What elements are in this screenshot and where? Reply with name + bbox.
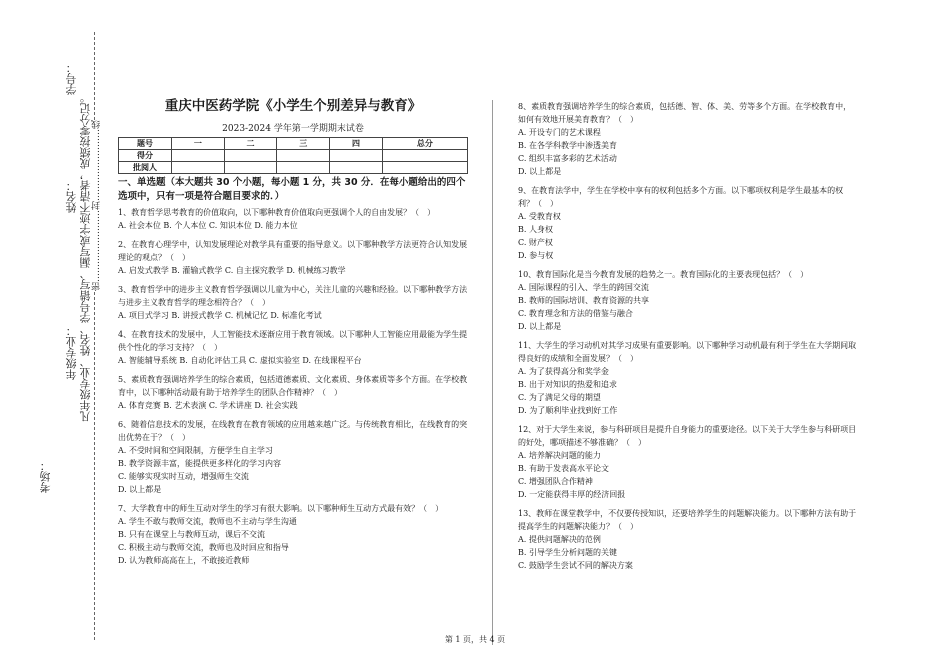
score-table-row bbox=[119, 162, 468, 174]
column-divider bbox=[492, 100, 493, 645]
score-table-header-row bbox=[119, 138, 468, 150]
question-text: 12、对于大学生来说，参与科研项目是提升自身能力的重要途径。以下关于大学生参与科研项目的好处，哪项描述不够准确？（ ） bbox=[518, 425, 857, 447]
left-column bbox=[118, 94, 468, 567]
name-label: 姓名： bbox=[65, 180, 78, 213]
question-8 bbox=[518, 100, 858, 178]
question-options: A. 体育竞赛 B. 艺术表演 C. 学术讲座 D. 社会实践 bbox=[118, 401, 298, 410]
score-cell bbox=[382, 162, 467, 174]
question-4 bbox=[118, 328, 468, 367]
binding-notice: 凡年级专业、姓名、学号错写、漏写或字迹不清者，成绩按零分记。 bbox=[79, 92, 92, 422]
question-text: 3、教育哲学中的进步主义教育哲学强调以儿童为中心，关注儿童的兴趣和经验。以下哪种教学方法与进步主义教育哲学的理念相符合？（ ） bbox=[118, 285, 468, 307]
score-cell bbox=[382, 150, 467, 162]
major-label: 年级专业： bbox=[65, 325, 78, 380]
score-header-cell: 一 bbox=[172, 138, 225, 150]
seal-line-text: 密……………………封……………………线 bbox=[92, 120, 102, 291]
option-c: C. 增强团队合作精神 bbox=[518, 477, 593, 486]
option-a: A. 受教育权 bbox=[518, 212, 561, 221]
question-2 bbox=[118, 238, 468, 277]
question-12 bbox=[518, 423, 858, 501]
question-1 bbox=[118, 206, 468, 232]
option-a: A. 不受时间和空间限制，方便学生自主学习 bbox=[118, 446, 273, 455]
option-b: B. 教师的国际培训、教育资源的共享 bbox=[518, 296, 649, 305]
option-d: D. 以上都是 bbox=[518, 322, 562, 331]
question-10 bbox=[518, 268, 858, 333]
student-id-label: 学号： bbox=[65, 62, 78, 95]
question-options: A. 智能辅导系统 B. 自动化评估工具 C. 虚拟实验室 D. 在线课程平台 bbox=[118, 356, 362, 365]
option-a: A. 培养解决问题的能力 bbox=[518, 451, 601, 460]
score-header-cell: 二 bbox=[224, 138, 277, 150]
question-options: A. 项目式学习 B. 讲授式教学 C. 机械记忆 D. 标准化考试 bbox=[118, 311, 322, 320]
question-3 bbox=[118, 283, 468, 322]
exam-subtitle: 2023-2024 学年第一学期期末试卷 bbox=[222, 124, 364, 134]
question-11 bbox=[518, 339, 858, 417]
score-table bbox=[118, 137, 468, 174]
question-6 bbox=[118, 418, 468, 496]
score-header-cell: 总分 bbox=[382, 138, 467, 150]
question-text: 4、在教育技术的发展中，人工智能技术逐渐应用于教育领域。以下哪种人工智能应用最能为学生提供个性化的学习支持？（ ） bbox=[118, 330, 468, 352]
option-b: B. 教学资源丰富，能提供更多样化的学习内容 bbox=[118, 459, 281, 468]
question-text: 1、教育哲学思考教育的价值取向，以下哪种教育价值取向更强调个人的自由发展？（ ） bbox=[118, 208, 436, 217]
question-text: 6、随着信息技术的发展，在线教育在教育领域的应用越来越广泛。与传统教育相比，在线教育的突出优势在于？（ ） bbox=[118, 420, 468, 442]
score-cell bbox=[224, 162, 277, 174]
option-c: C. 为了满足父母的期望 bbox=[518, 393, 601, 402]
question-text: 11、大学生的学习动机对其学习成果有重要影响。以下哪种学习动机最有利于学生在大学期间取得良好的成绩和全面发展？（ ） bbox=[518, 341, 857, 363]
question-text: 5、素质教育强调培养学生的综合素质，包括道德素质、文化素质、身体素质等多个方面。在学校教育中，以下哪种活动最有助于培养学生的团队合作精神？（ ） bbox=[118, 375, 468, 397]
option-d: D. 为了顺利毕业找到好工作 bbox=[518, 406, 618, 415]
option-a: A. 为了获得高分和奖学金 bbox=[518, 367, 609, 376]
option-b: B. 在各学科教学中渗透美育 bbox=[518, 141, 617, 150]
question-text: 10、教育国际化是当今教育发展的趋势之一。教育国际化的主要表现包括？（ ） bbox=[518, 270, 809, 279]
option-c: C. 鼓励学生尝试不同的解决方案 bbox=[518, 561, 633, 570]
question-text: 7、大学教育中的师生互动对学生的学习有很大影响。以下哪种师生互动方式最有效？（ ） bbox=[118, 504, 444, 513]
score-cell bbox=[330, 162, 383, 174]
score-header-cell: 三 bbox=[277, 138, 330, 150]
question-13 bbox=[518, 507, 858, 572]
question-text: 8、素质教育强调培养学生的综合素质，包括德、智、体、美、劳等多个方面。在学校教育中，如何有效地开展美育教育？（ ） bbox=[518, 102, 852, 124]
option-b: B. 出于对知识的热爱和追求 bbox=[518, 380, 617, 389]
option-d: D. 认为教师高高在上，不敢接近教师 bbox=[118, 556, 250, 565]
option-a: A. 国际课程的引入、学生的跨国交流 bbox=[518, 283, 649, 292]
option-d: D. 以上都是 bbox=[518, 167, 562, 176]
option-b: B. 人身权 bbox=[518, 225, 553, 234]
option-c: C. 积极主动与教师交流，教师也及时回应和指导 bbox=[118, 543, 289, 552]
option-d: D. 一定能获得丰厚的经济回报 bbox=[518, 490, 626, 499]
question-9 bbox=[518, 184, 858, 262]
seat-label: 考场： bbox=[39, 460, 52, 493]
score-row-label: 批阅人 bbox=[119, 162, 172, 174]
right-column bbox=[518, 100, 858, 572]
score-header-cell: 四 bbox=[330, 138, 383, 150]
section-heading: 一、单选题（本大题共 30 个小题，每小题 1 分，共 30 分．在每小题给出的四个选项中，只有一项是符合题目要求的．） bbox=[118, 177, 466, 202]
question-7 bbox=[118, 502, 468, 567]
option-c: C. 组织丰富多彩的艺术活动 bbox=[518, 154, 617, 163]
score-cell bbox=[172, 162, 225, 174]
option-a: A. 开设专门的艺术课程 bbox=[518, 128, 601, 137]
score-table-row bbox=[119, 150, 468, 162]
option-b: B. 引导学生分析问题的关键 bbox=[518, 548, 617, 557]
exam-title: 重庆中医药学院《小学生个别差异与教育》 bbox=[164, 98, 422, 114]
option-c: C. 财产权 bbox=[518, 238, 553, 247]
option-a: A. 学生不敢与教师交流，教师也不主动与学生沟通 bbox=[118, 517, 297, 526]
question-options: A. 社会本位 B. 个人本位 C. 知识本位 D. 能力本位 bbox=[118, 221, 298, 230]
question-text: 2、在教育心理学中，认知发展理论对教学具有重要的指导意义。以下哪种教学方法更符合认知发展理论的观点？（ ） bbox=[118, 240, 468, 262]
score-cell bbox=[172, 150, 225, 162]
option-d: D. 参与权 bbox=[518, 251, 554, 260]
option-a: A. 提供问题解决的范例 bbox=[518, 535, 601, 544]
question-text: 9、在教育法学中，学生在学校中享有的权利包括多个方面。以下哪项权利是学生最基本的权利？（ ） bbox=[518, 186, 844, 208]
page-footer: 第 1 页，共 4 页 bbox=[444, 635, 506, 644]
score-cell bbox=[224, 150, 277, 162]
question-text: 13、教师在课堂教学中，不仅要传授知识，还要培养学生的问题解决能力。以下哪种方法有助于提高学生的问题解决能力？（ ） bbox=[518, 509, 857, 531]
option-d: D. 以上都是 bbox=[118, 485, 162, 494]
score-cell bbox=[330, 150, 383, 162]
score-cell bbox=[277, 162, 330, 174]
option-b: B. 有助于发表高水平论文 bbox=[518, 464, 609, 473]
binding-margin bbox=[0, 0, 110, 672]
question-options: A. 启发式教学 B. 灌输式教学 C. 自主探究教学 D. 机械练习教学 bbox=[118, 266, 346, 275]
option-c: C. 教育理念和方法的借鉴与融合 bbox=[518, 309, 633, 318]
score-row-label: 得分 bbox=[119, 150, 172, 162]
score-header-cell: 题号 bbox=[119, 138, 172, 150]
option-c: C. 能够实现实时互动，增强师生交流 bbox=[118, 472, 249, 481]
score-cell bbox=[277, 150, 330, 162]
option-b: B. 只有在课堂上与教师互动，课后不交流 bbox=[118, 530, 265, 539]
question-5 bbox=[118, 373, 468, 412]
